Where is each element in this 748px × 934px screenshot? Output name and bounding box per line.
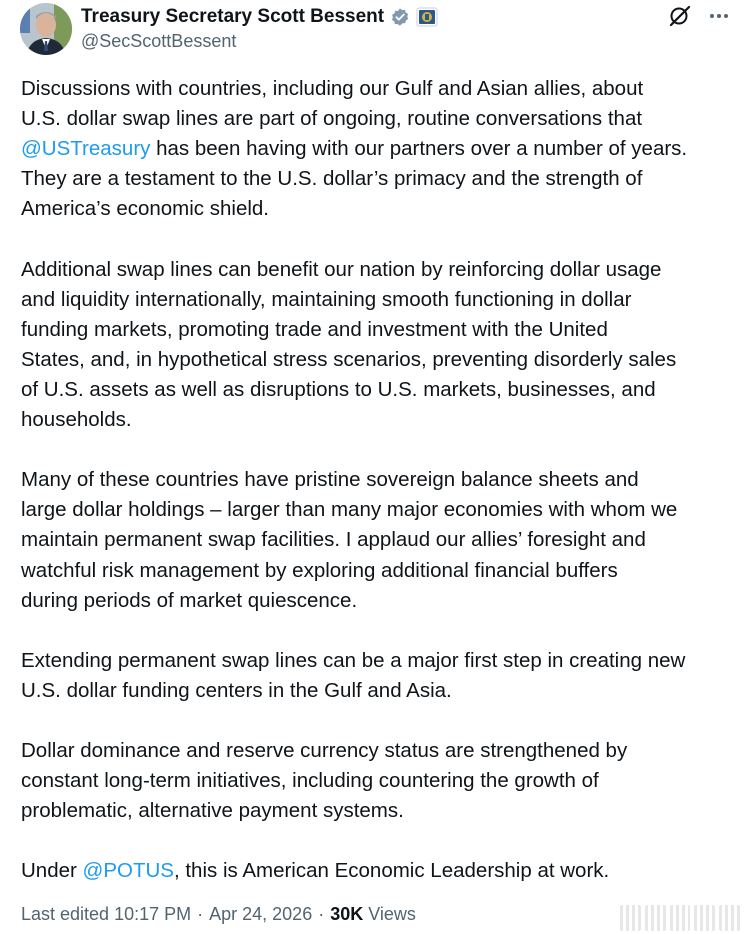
more-icon[interactable] (708, 5, 730, 27)
grok-icon[interactable] (668, 4, 692, 28)
paragraph-6-text-b: , this is American Economic Leadership at work. (173, 859, 610, 883)
views-count: 30K (330, 904, 364, 924)
watermark (620, 905, 740, 931)
author-avatar[interactable] (20, 3, 72, 55)
treasury-seal-icon[interactable] (416, 7, 438, 27)
paragraph-6 (21, 856, 733, 886)
mention-link-potus[interactable]: @POTUS (82, 859, 174, 883)
paragraph-6-text-a: Under (21, 859, 83, 883)
post-date[interactable]: Apr 24, 2026 (209, 904, 313, 924)
mention-link-ustreasury[interactable]: @USTreasury (21, 137, 151, 161)
paragraph-2: Additional swap lines can benefit our nation by reinforcing dollar usage and liquidity internationally, maintaining smooth functioning in dollar funding markets, promoting trade and investment with the United States, and, in hypothetical stress scenarios, preventing disorderly sales of U.S. assets as well as disruptions to U.S. markets, businesses, and households. (21, 257, 677, 432)
author-name[interactable]: Treasury Secretary Scott Bessent (81, 6, 385, 27)
post-text (21, 74, 733, 917)
paragraph-5: Dollar dominance and reserve currency status are strengthened by constant long-term initiatives, including countering the growth of problematic, alternative payment systems. (21, 739, 628, 823)
verified-badge-icon[interactable] (390, 7, 410, 27)
meta-separator: · (318, 904, 325, 924)
post-metadata (21, 904, 416, 925)
paragraph-4: Extending permanent swap lines can be a major first step in creating new U.S. dollar funding centers in the Gulf and Asia. (21, 648, 686, 702)
author-handle[interactable]: @SecScottBessent (81, 31, 237, 51)
views-label: Views (368, 904, 416, 924)
paragraph-1 (21, 74, 733, 224)
paragraph-1-text-b: has been having with our partners over a number of years. They are a testament to the U.S. dollar’s primacy and the strength of America’s economic shield. (21, 137, 688, 221)
paragraph-1-text-a: Discussions with countries, including our Gulf and Asian allies, about U.S. dollar swap lines are part of ongoing, routine conversations that (21, 77, 644, 131)
avatar-portrait (20, 3, 72, 55)
meta-separator: · (197, 904, 204, 924)
edited-timestamp[interactable]: Last edited 10:17 PM (21, 904, 192, 924)
paragraph-3: Many of these countries have pristine sovereign balance sheets and large dollar holdings – larger than many major economies with whom we maintain permanent swap facilities. I applaud our allies’ foresight and watchful risk management by exploring additional financial buffers during periods of market quiescence. (21, 468, 678, 612)
